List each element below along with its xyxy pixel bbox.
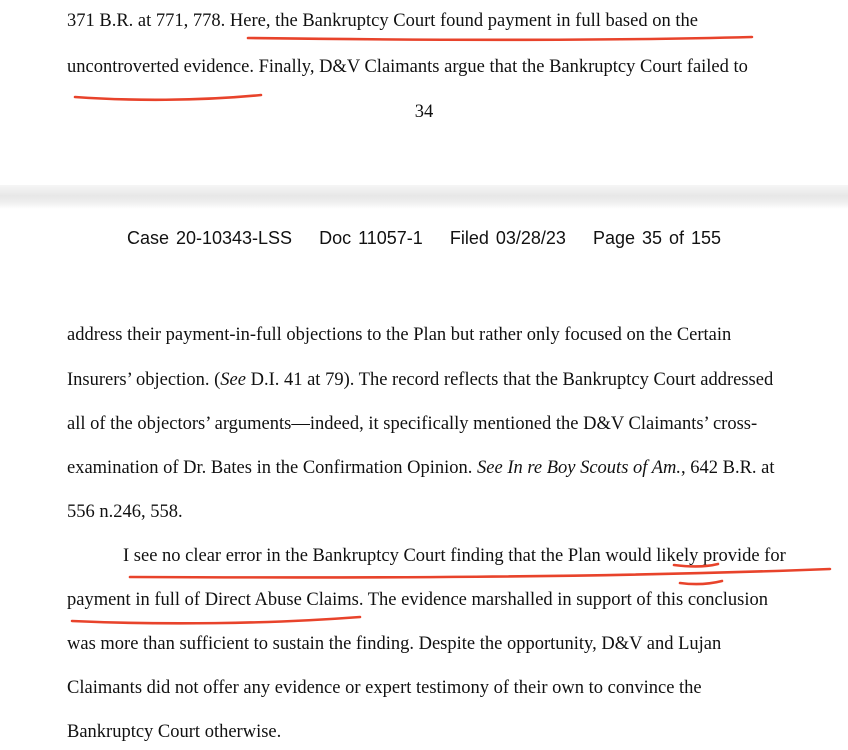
case-citation: See In re Boy Scouts of Am.	[477, 458, 681, 478]
text-line	[67, 369, 773, 391]
text-line: I see no clear error in the Bankruptcy Court finding that the Plan would likely provide for	[123, 546, 786, 566]
underline-mark	[130, 569, 830, 577]
text-span: Insurers’ objection. (	[67, 370, 221, 390]
text-line: uncontroverted evidence. Finally, D&V Claimants argue that the Bankruptcy Court failed to	[67, 57, 748, 77]
text-line: Claimants did not offer any evidence or expert testimony of their own to convince the	[67, 678, 702, 698]
page-separator	[0, 185, 848, 209]
text-line: 556 n.246, 558.	[67, 502, 183, 522]
filed-date: Filed 03/28/23	[449, 228, 566, 248]
text-line: address their payment-in-full objections to the Plan but rather only focused on the Certain	[67, 325, 732, 345]
text-span: , 642 B.R. at	[681, 458, 775, 478]
text-span: examination of Dr. Bates in the Confirmation Opinion.	[67, 458, 478, 478]
text-line	[67, 457, 775, 479]
underline-mark	[75, 95, 261, 100]
underline-mark	[680, 581, 722, 584]
page-number: 34	[414, 102, 434, 122]
text-line: payment in full of Direct Abuse Claims. The evidence marshalled in support of this conclusion	[67, 590, 768, 610]
doc-number: Doc 11057-1	[319, 228, 423, 248]
citation-signal: See	[220, 370, 246, 390]
text-span: D.I. 41 at 79). The record reflects that the Bankruptcy Court addressed	[245, 370, 774, 390]
text-line: 371 B.R. at 771, 778. Here, the Bankruptcy Court found payment in full based on the	[67, 11, 698, 31]
case-number: Case 20-10343-LSS	[126, 228, 293, 248]
text-line: all of the objectors’ arguments—indeed, it specifically mentioned the D&V Claimants’ cross-	[67, 414, 758, 434]
underline-mark	[248, 37, 752, 40]
text-line: Bankruptcy Court otherwise.	[67, 722, 282, 742]
underline-mark	[72, 617, 360, 623]
text-line: was more than sufficient to sustain the finding. Despite the opportunity, D&V and Lujan	[67, 634, 722, 654]
case-header	[0, 228, 848, 249]
page-indicator: Page 35 of 155	[592, 228, 722, 248]
